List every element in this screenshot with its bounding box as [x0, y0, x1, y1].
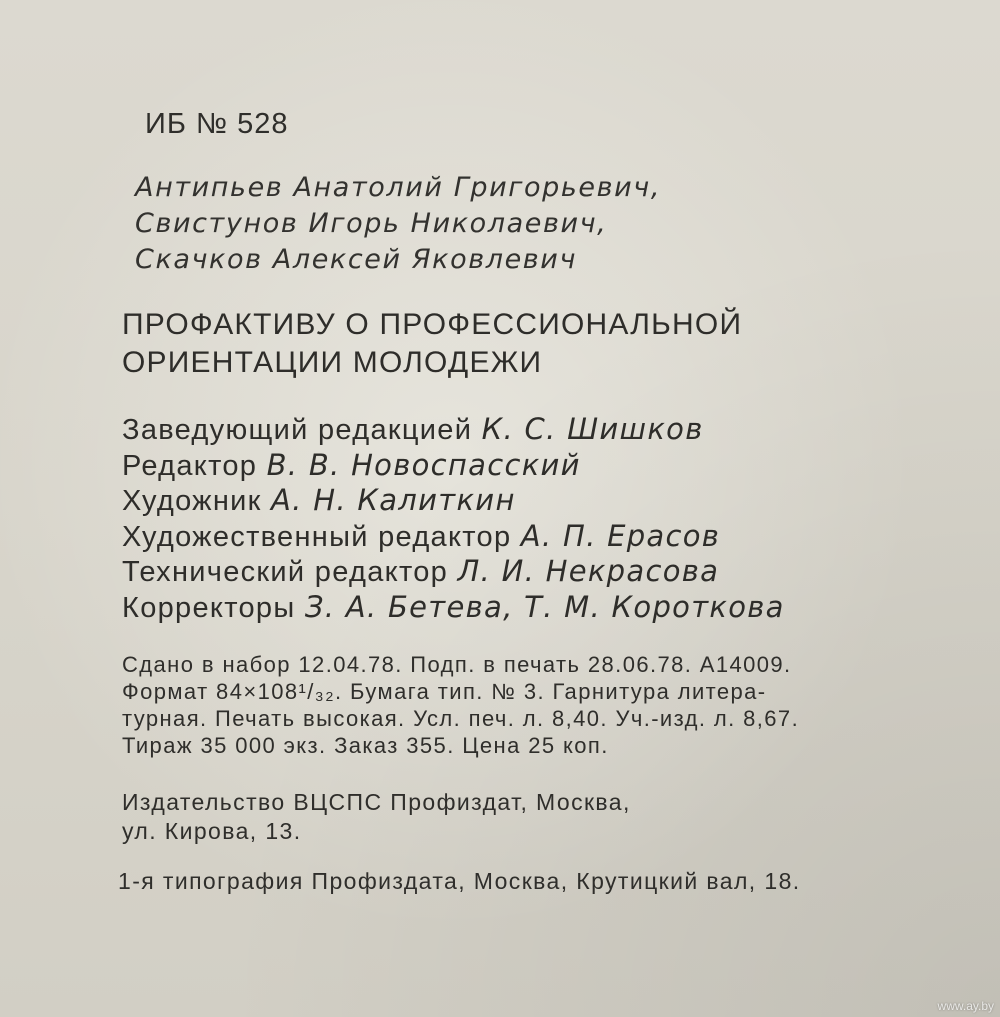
spec-line: Формат 84×108¹/₃₂. Бумага тип. № 3. Гарнитура литера-: [122, 679, 767, 704]
credit-line: [122, 483, 785, 519]
credit-name: А. П. Ерасов: [520, 518, 721, 553]
credit-role: Художественный редактор: [122, 520, 512, 553]
title-line: ОРИЕНТАЦИИ МОЛОДЕЖИ: [122, 346, 543, 379]
watermark: www.ay.by: [937, 999, 994, 1013]
credit-role: Редактор: [122, 449, 258, 482]
credit-role: Технический редактор: [122, 556, 449, 588]
spec-line: Сдано в набор 12.04.78. Подп. в печать 28.06.78. А14009.: [122, 652, 792, 677]
publisher-block: [122, 788, 631, 846]
credit-name: Л. И. Некрасова: [457, 554, 720, 588]
credit-line: [122, 412, 785, 448]
credit-role: Художник: [122, 485, 262, 517]
credit-name: З. А. Бетева, Т. М. Короткова: [304, 589, 785, 624]
author-line: Антипьев Анатолий Григорьевич,: [135, 172, 662, 203]
credit-role: Корректоры: [122, 591, 296, 624]
author-line: Скачков Алексей Яковлевич: [135, 244, 577, 275]
title-line: ПРОФАКТИВУ О ПРОФЕССИОНАЛЬНОЙ: [122, 308, 743, 341]
book-title: [122, 306, 742, 382]
credit-name: А. Н. Калиткин: [271, 483, 516, 517]
credit-line: [122, 448, 785, 484]
credits-block: [122, 412, 785, 625]
publisher-line: Издательство ВЦСПС Профиздат, Москва,: [122, 789, 631, 815]
credit-name: К. С. Шишков: [481, 412, 704, 446]
ib-number: ИБ № 528: [145, 108, 289, 140]
credit-line: [122, 519, 785, 555]
authors-block: [135, 170, 661, 278]
printer-line: 1-я типография Профиздата, Москва, Крутицкий вал, 18.: [118, 868, 801, 894]
credit-role: Заведующий редакцией: [122, 414, 473, 446]
publisher-line: ул. Кирова, 13.: [122, 818, 302, 844]
author-line: Свистунов Игорь Николаевич,: [135, 208, 608, 239]
credit-line: [122, 554, 785, 590]
spec-line: турная. Печать высокая. Усл. печ. л. 8,40. Уч.-изд. л. 8,67.: [122, 706, 800, 731]
spec-line: Тираж 35 000 экз. Заказ 355. Цена 25 коп.: [122, 733, 609, 758]
credit-line: [122, 590, 785, 626]
credit-name: В. В. Новоспасский: [266, 447, 581, 482]
print-specs-block: [122, 651, 799, 759]
